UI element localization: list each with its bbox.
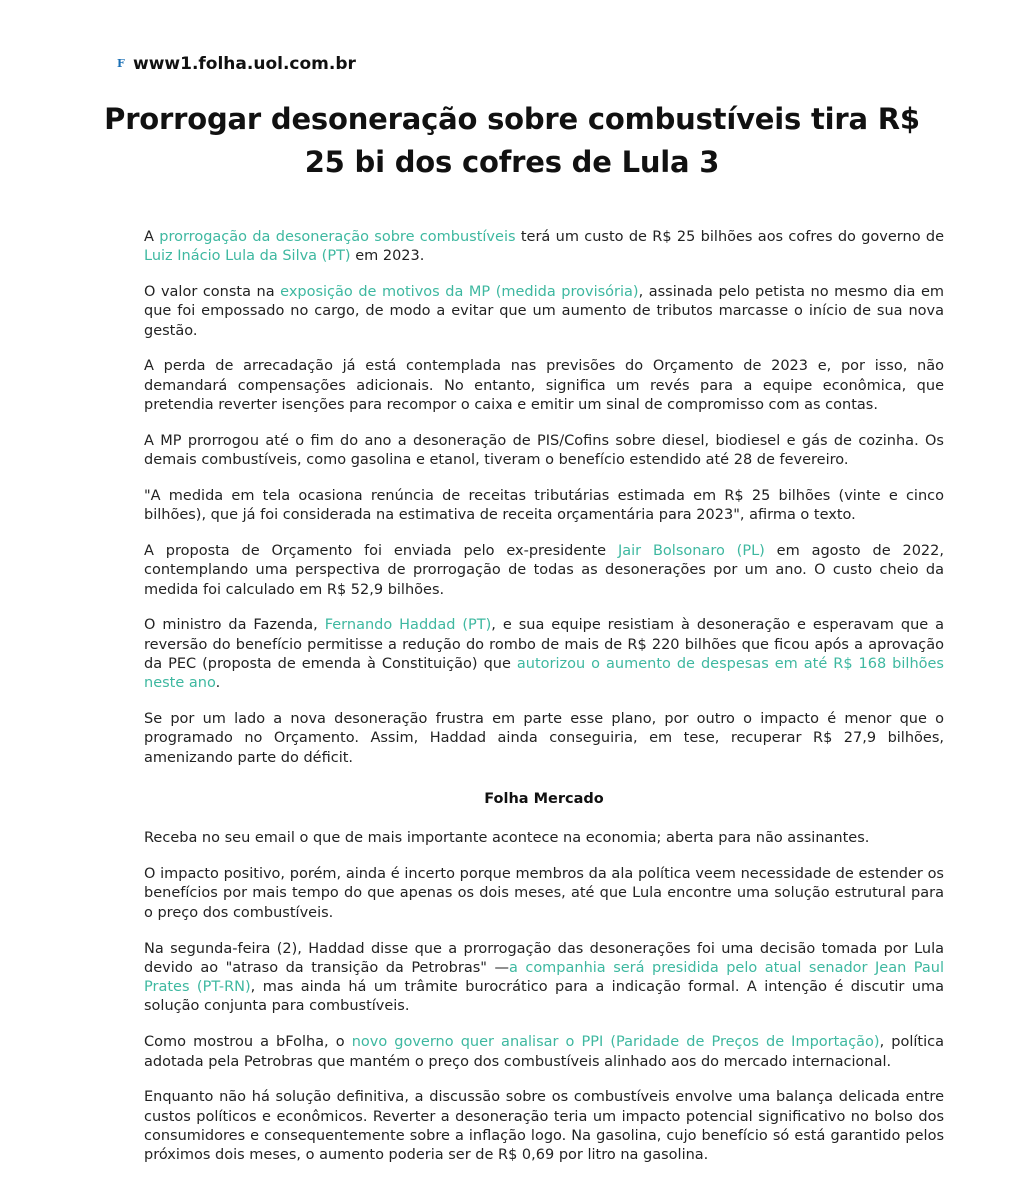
paragraph-6 [144,542,944,600]
link-aumento-despesas[interactable]: autorizou o aumento de despesas em até R$ 168 bilhões neste ano [144,656,944,692]
article-title: Prorrogar desoneração sobre combustíveis tira R$ 25 bi dos cofres de Lula 3 [104,102,920,179]
article-body [144,228,944,1182]
text: , assinada pelo petista no mesmo dia em que foi empossado no cargo, de modo a evitar que um aumento de tributos marcasse o início de sua nova gestão. [144,284,944,339]
text: O valor consta na [144,284,281,301]
newsletter-description: Receba no seu email o que de mais importante acontece na economia; aberta para não assinantes. [144,830,870,847]
text: terá um custo de R$ 25 bilhões aos cofres do governo de [515,229,945,245]
paragraph-1 [144,228,944,267]
link-prorrogacao-desoneracao[interactable]: prorrogação da desoneração sobre combustíveis [159,229,516,245]
paragraph-8: Se por um lado a nova desoneração frustra em parte esse plano, por outro o impacto é menor que o programado no Orçamento. Assim, Haddad ainda conseguiria, em tese, recuperar R$ 27,9 bilhões, amenizando parte do déficit. [144,711,944,766]
folha-logo-icon: F [117,57,125,70]
text: Na segunda-feira (2), Haddad disse que a prorrogação das desonerações foi uma decisão tomada por Lula devido ao "atraso da transição da Petrobras" — [144,940,944,976]
link-bolsonaro[interactable]: Jair Bolsonaro (PL) [617,543,765,560]
site-header [117,54,356,74]
text: O ministro da Fazenda, [144,617,325,634]
text: , mas ainda há um trâmite burocrático para a indicação formal. A intenção é discutir uma solução conjunta para combustíveis. [144,979,945,1015]
paragraph-4: A MP prorrogou até o fim do ano a desoneração de PIS/Cofins sobre diesel, biodiesel e gás de cozinha. Os demais combustíveis, como gasolina e etanol, tiveram o benefício estendido até 28 de fevereiro. [144,432,944,469]
text: . [215,675,221,692]
text: A [144,229,160,245]
link-exposicao-motivos[interactable]: exposição de motivos da MP (medida provisória) [280,284,639,301]
paragraph-13: Enquanto não há solução definitiva, a discussão sobre os combustíveis envolve uma balança delicada entre custos políticos e econômicos. Reverter a desoneração teria um impacto potencial significativo no bolso dos consumidores e consequentemente sobre a inflação logo. Na gasolina, cujo benefício só está garantido pelos próximos dois meses, o aumento poderia ser de R$ 0,69 por litro na gasolina. [144,1089,944,1164]
paragraph-7 [144,616,944,693]
link-petrobras-prates[interactable]: a companhia será presidida pelo atual senador Jean Paul Prates (PT-RN) [144,959,944,996]
link-ppi[interactable]: novo governo quer analisar o PPI (Paridade de Preços de Importação) [351,1034,880,1051]
text: em agosto de 2022, contemplando uma perspectiva de prorrogação de todas as desonerações por um ano. O custo cheio da medida foi calculado em R$ 52,9 bilhões. [144,543,944,598]
paragraph-2 [144,283,944,341]
paragraph-11 [144,940,944,1017]
paragraph-5: "A medida em tela ocasiona renúncia de receitas tributárias estimada em R$ 25 bilhões (vinte e cinco bilhões), que já foi considerada na estimativa de receita orçamentária para 2023", afirma o texto. [144,487,944,524]
text: em 2023. [350,248,425,265]
paragraph-12 [144,1033,944,1072]
text: Como mostrou a bFolha, o [144,1034,352,1051]
link-lula[interactable]: Luiz Inácio Lula da Silva (PT) [144,248,351,265]
paragraph-10: O impacto positivo, porém, ainda é incerto porque membros da ala política veem necessidade de estender os benefícios por mais tempo do que apenas os dois meses, até que Lula encontre uma solução estrutural para o preço dos combustíveis. [144,866,944,921]
text: , e sua equipe resistiam à desoneração e esperavam que a reversão do benefício permitisse a redução do rombo de mais de R$ 220 bilhões que ficou após a aprovação da PEC (proposta de emenda à Constituição) que [144,617,944,673]
text: A proposta de Orçamento foi enviada pelo ex-presidente [144,543,618,560]
link-haddad[interactable]: Fernando Haddad (PT) [324,617,492,634]
paragraph-3: A perda de arrecadação já está contemplada nas previsões do Orçamento de 2023 e, por isso, não demandará compensações adicionais. No entanto, significa um revés para a equipe econômica, que pretendia reverter isenções para recompor o caixa e emitir um sinal de compromisso com as contas. [144,358,944,414]
newsletter-heading: Folha Mercado [484,791,604,808]
text: , política adotada pela Petrobras que mantém o preço dos combustíveis alinhado aos do mercado internacional. [144,1034,944,1070]
site-url: www1.folha.uol.com.br [133,54,356,74]
